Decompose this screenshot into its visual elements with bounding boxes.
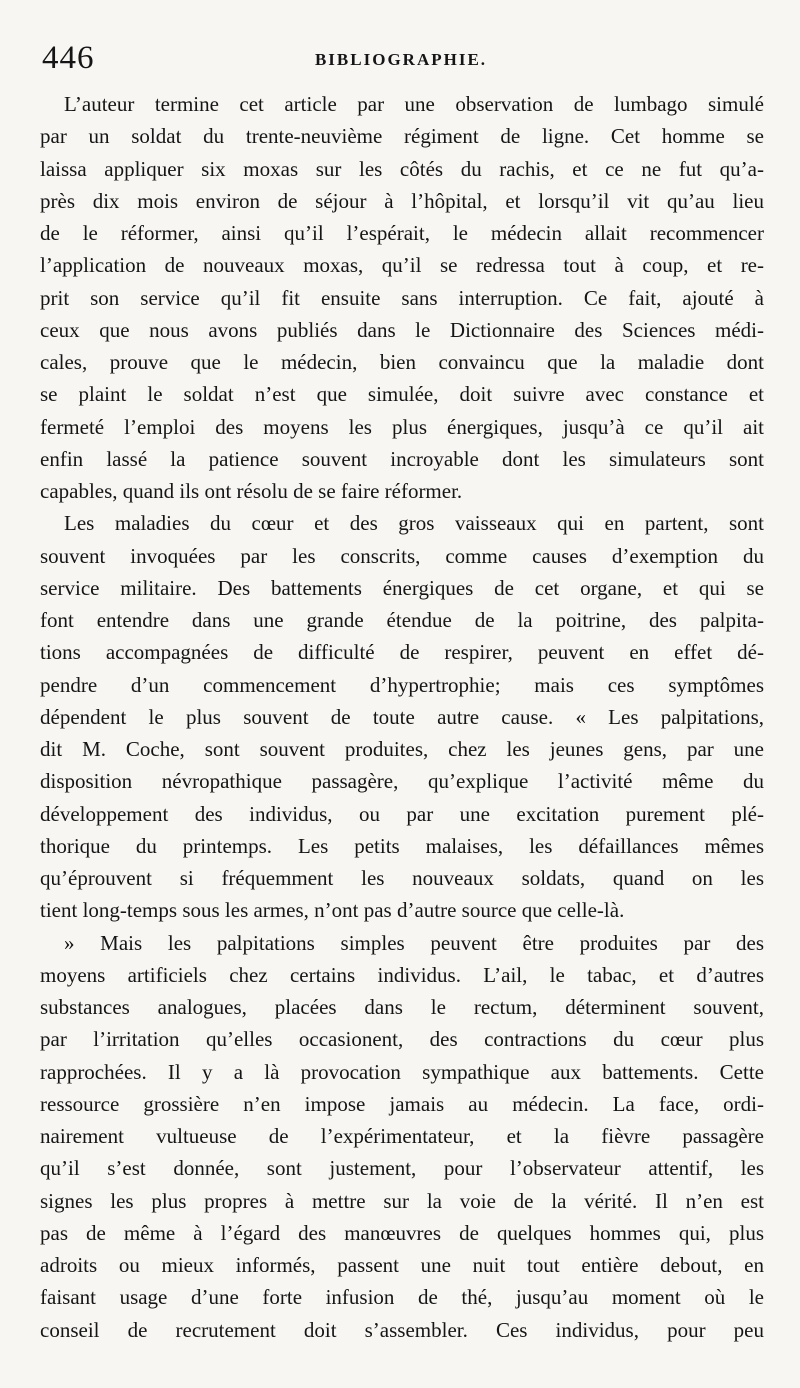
text-line: prit son service qu’il fit ensuite sans interruption. Ce fait, ajouté à xyxy=(40,285,764,310)
text-line: par un soldat du trente-neuvième régiment de ligne. Cet homme se xyxy=(40,124,764,149)
text-line: près dix mois environ de séjour à l’hôpital, et lorsqu’il vit qu’au lieu xyxy=(40,188,764,213)
text-line: moyens artificiels chez certains individus. L’ail, le tabac, et d’autres xyxy=(40,962,764,987)
text-line: fermeté l’emploi des moyens les plus énergiques, jusqu’à ce qu’il ait xyxy=(40,414,764,439)
page-header xyxy=(42,40,760,84)
text-line: nairement vultueuse de l’expérimentateur, et la fièvre passagère xyxy=(40,1124,764,1148)
text-line: qu’éprouvent si fréquemment les nouveaux soldats, quand on les xyxy=(40,866,764,890)
text-line: substances analogues, placées dans le rectum, déterminent souvent, xyxy=(40,995,764,1019)
running-title: BIBLIOGRAPHIE. xyxy=(314,50,488,69)
text-line: service militaire. Des battements énergiques de cet organe, et qui se xyxy=(40,575,764,600)
text-line: de le réformer, ainsi qu’il l’espérait, le médecin allait recommencer xyxy=(40,221,764,245)
text-line: ressource grossière n’en impose jamais au médecin. La face, ordi- xyxy=(40,1091,764,1116)
text-line: pas de même à l’égard des manœuvres de quelques hommes qui, plus xyxy=(40,1220,764,1245)
text-line: » Mais les palpitations simples peuvent être produites par des xyxy=(64,930,764,955)
text-line: tions accompagnées de difficulté de respirer, peuvent en effet dé- xyxy=(40,640,764,665)
text-line: signes les plus propres à mettre sur la voie de la vérité. Il n’en est xyxy=(40,1188,764,1213)
text-line: qu’il s’est donnée, sont justement, pour l’observateur attentif, les xyxy=(40,1156,764,1181)
text-line: pendre d’un commencement d’hypertrophie; mais ces symptômes xyxy=(40,672,764,697)
text-line: dépendent le plus souvent de toute autre cause. « Les palpitations, xyxy=(40,704,764,729)
text-line: cales, prouve que le médecin, bien convaincu que la maladie dont xyxy=(40,350,764,374)
text-line: laissa appliquer six moxas sur les côtés du rachis, et ce ne fut qu’a- xyxy=(40,156,764,181)
text-line: L’auteur termine cet article par une observation de lumbago simulé xyxy=(64,92,764,116)
text-line: dit M. Coche, sont souvent produites, chez les jeunes gens, par une xyxy=(40,737,764,761)
text-line: capables, quand ils ont résolu de se faire réformer. xyxy=(40,479,463,503)
text-line: tient long-temps sous les armes, n’ont pas d’autre source que celle-là. xyxy=(40,898,625,923)
text-line: se plaint le soldat n’est que simulée, doit suivre avec constance et xyxy=(40,382,764,407)
text-line: disposition névropathique passagère, qu’explique l’activité même du xyxy=(40,769,764,794)
text-line: Les maladies du cœur et des gros vaisseaux qui en partent, sont xyxy=(64,511,764,536)
text-line: enfin lassé la patience souvent incroyable dont les simulateurs sont xyxy=(40,446,764,471)
text-line: adroits ou mieux informés, passent une nuit tout entière debout, en xyxy=(40,1253,764,1277)
text-line: conseil de recrutement doit s’assembler. Ces individus, pour peu xyxy=(40,1317,764,1342)
page-number: 446 xyxy=(42,40,95,76)
text-line: thorique du printemps. Les petits malaises, les défaillances mêmes xyxy=(40,833,764,858)
text-line: faisant usage d’une forte infusion de thé, jusqu’au moment où le xyxy=(40,1285,764,1310)
text-line: font entendre dans une grande étendue de la poitrine, des palpita- xyxy=(40,608,764,632)
body-text xyxy=(40,88,764,1346)
text-line: souvent invoquées par les conscrits, comme causes d’exemption du xyxy=(40,543,764,568)
text-line: rapprochées. Il y a là provocation sympathique aux battements. Cette xyxy=(40,1059,764,1084)
text-line: l’application de nouveaux moxas, qu’il se redressa tout à coup, et re- xyxy=(40,253,764,278)
text-line: développement des individus, ou par une excitation purement plé- xyxy=(40,801,764,826)
text-line: par l’irritation qu’elles occasionent, des contractions du cœur plus xyxy=(40,1027,764,1052)
text-line: ceux que nous avons publiés dans le Dictionnaire des Sciences médi- xyxy=(40,317,764,342)
